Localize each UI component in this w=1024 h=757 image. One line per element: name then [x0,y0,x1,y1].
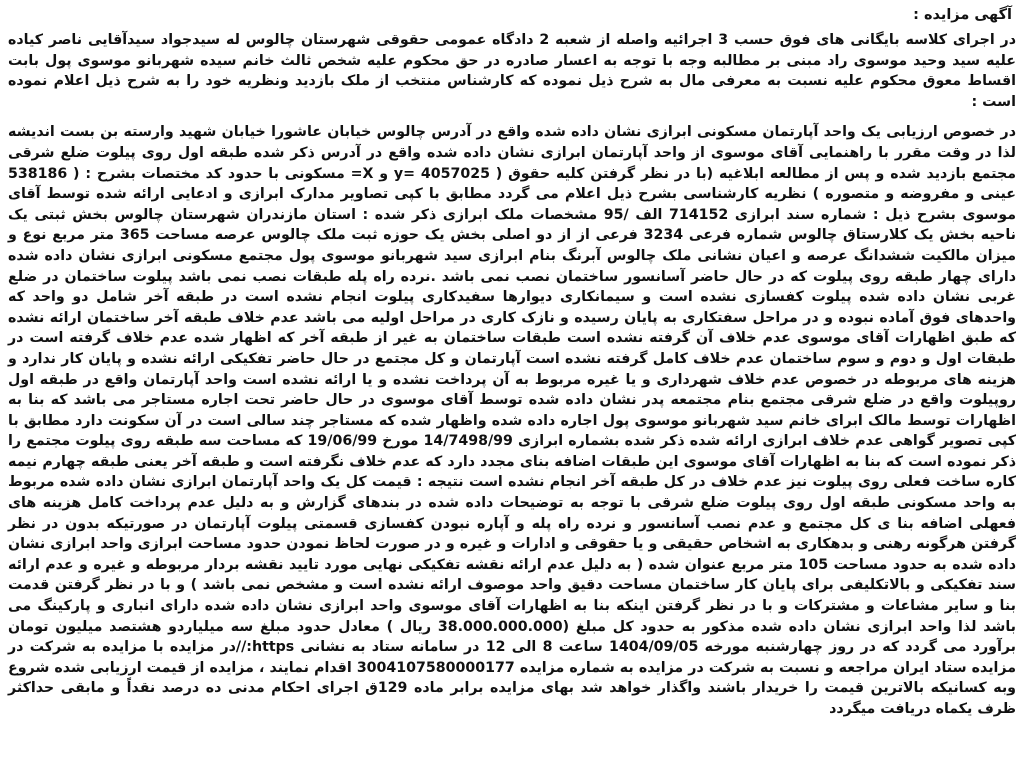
notice-title: آگهی مزایده : [913,7,1012,23]
notice-intro-paragraph: در اجرای کلاسه بایگانی های فوق حسب 3 اجرائیه واصله از شعبه 2 دادگاه عمومی حقوقی شهرستان چالوس له سیدجواد سیدآقایی ناصر کیاده علیه سید وحید موسوی راد مبنی بر مطالبه وجه با توجه به اعسار صادره در حق محکوم علیه شخص ثالث خانم سیده شهربانو موسوی پول بابت اقساط معوق محکوم علیه نسبت به معرفی مال به شرح ذیل نموده که کارشناس منتخب از ملک بازدید ونظریه خود را به شرح ذیل اعلام نموده است : [8,32,1016,110]
notice-body-paragraph: در خصوص ارزیابی یک واحد آپارتمان مسکونی ابرازی نشان داده شده واقع در آدرس چالوس خیابان عاشورا خیابان شهید وارسته بن بست اندیشه لذا در وقت مقرر با راهنمایی آقای موسوی از واحد آپارتمان ابرازی نشان داده شده واقع در آدرس ذکر شده طبقه اول روی پیلوت ضلع شرقی مجتمع بازدید شده و پس از مطالعه ابلاغیه (با در نظر گرفتن کلیه حقوق ( y= 4057025 و X= مسکونی با حدود کد مختصات بشرح : ( 538186 عینی و مفروضه و متصوره ) نظریه کارشناسی بشرح ذیل اعلام می گردد مطابق با کپی تصاویر مدارک ابرازی و ادعایی ارائه شده توسط آقای موسوی بشرح ذیل : شماره سند ابرازی 714152 الف /95 مشخصات ملک ابرازی ذکر شده : استان مازندران شهرستان چالوس بخش ثبتی یک ناحیه بخش یک کلارستاق چالوس شماره فرعی 3234 فرعی از از دو اصلی بخش یک حوزه ثبت ملک چالوس عرصه مساحت 365 متر مربع نوع و میزان مالکیت ششدانگ عرصه و اعیان نشانی ملک چالوس آبرنگ بنام ابرازی سید شهربانو موسوی پول مجتمع مسکونی ابرازی نشان داده شده دارای چهار طبقه روی پیلوت که در حال حاضر آسانسور ساختمان نصب نمی باشد .نرده راه پله طبقات نصب نمی باشد پیلوت ساختمان در ضلع غربی نشان داده شده پیلوت کفسازی نشده است و سیمانکاری دیوارها سفیدکاری پیلوت انجام نشده است در طبقه آخر شامل دو واحد که واحدهای فوق آماده نبوده و در مراحل سفتکاری به پایان رسیده و نازک کاری در مراحل اولیه می باشد عدم خلاف طبقه آخر ساختمان ارائه نشده که طبق اظهارات آقای موسوی عدم خلاف آن گرفته نشده است طبقات ساختمان به غیر از طبقه آخر که اظهار شده عدم خلاف گرفته است در طبقات اول و دوم و سوم ساختمان عدم خلاف کامل گرفته نشده است آپارتمان و کل مجتمع در حال حاضر تفکیکی ارائه نشده و پایان کار ندارد و هزینه های مربوطه در خصوص عدم خلاف شهرداری و یا غیره مربوط به آن پرداخت نشده و یا ارائه نشده است واحد آپارتمان واقع در طبقه اول روپیلوت واقع در ضلع شرقی مجتمع بنام مجتمعه پدر نشان داده شده توسط آقای موسوی در حال حاضر تحت اجاره مستاجر می باشد که بنا به اظهارات توسط مالک ابرای خانم سید شهربانو موسوی پول اجاره داده شده واظهار شده که مستاجر چند سالی است در آن سکونت دارد مطابق با کپی تصویر گواهی عدم خلاف ابرازی ارائه شده ذکر شده بشماره ابرازی 14/7498/99 مورخ 19/06/99 که مساحت سه طبقه روی پیلوت مجتمع را ذکر نموده است که بنا به اظهارات آقای موسوی این طبقات اضافه بنای مجدد دارد که عدم خلاف نگرفته است و طبقه آخر یعنی طبقه چهارم نیمه کاره ساخت فعلی روی پیلوت نیز عدم خلاف در کل طبقه آخر انجام نشده است نتیجه : قیمت کل یک واحد آپارتمان ابرازی نشان داده شده مربوط به واحد مسکونی طبقه اول روی پیلوت ضلع شرقی با توجه به توضیحات داده شده در بندهای گزارش و به دلیل عدم پرداخت کامل هزینه های فعهلی اضافه بنا ی کل مجتمع و عدم نصب آسانسور و نرده راه پله و آپاره نبودن کفسازی قسمتی پیلوت آپارتمان در صورتیکه بدون در نظر گرفتن هرگونه رهنی و بدهکاری به اشخاص حقیقی و یا حقوقی و ادارات و غیره و در صورت لحاظ نمودن حدود مساحت ابرازی واحد ابرازی نشان داده شده به حدود مساحت 105 متر مربع عنوان شده ( به دلیل عدم ارائه نقشه تفکیکی نهایی مورد تایید نقشه بردار مربوطه و غیره و عدم ارائه سند تفکیکی و بالاتکلیفی برای پایان کار ساختمان مساحت دقیق واحد موصوف ارائه نشده است و مشخص نمی باشد ) و با در نظر گرفتن قدمت بنا و سایر مشاعات و مشترکات و با در نظر گرفتن اینکه بنا به اظهارات آقای موسوی واحد ابرازی نشان داده شده دارای انباری و پارکینگ می باشد لذا واحد ابرازی نشان داده شده مذکور به حدود کل مبلغ (38.000.000.000 ریال ) معادل حدود مبلغ سه میلیاردو هشتصد میلیون تومان برآورد می گردد که در روز چهارشنبه مورخه 1404/09/05 ساعت 8 الی 12 در سامانه ستاد به نشانی https://در مزایده با مزایده به شرکت در مزایده ستاد ایران مراجعه و نسبت به شرکت در مزایده به شماره مزایده 3004107580000177 اقدام نمایند ، مزایده از قیمت ارزیابی شده شروع وبه کسانیکه بالاترین قیمت را خریدار باشند واگذار خواهد شد بهای مزایده برابر ماده 129ق اجرای احکام مدنی ده درصد نقداً و مابقی حداکثر ظرف یکماه دریافت میگردد [8,124,1017,717]
